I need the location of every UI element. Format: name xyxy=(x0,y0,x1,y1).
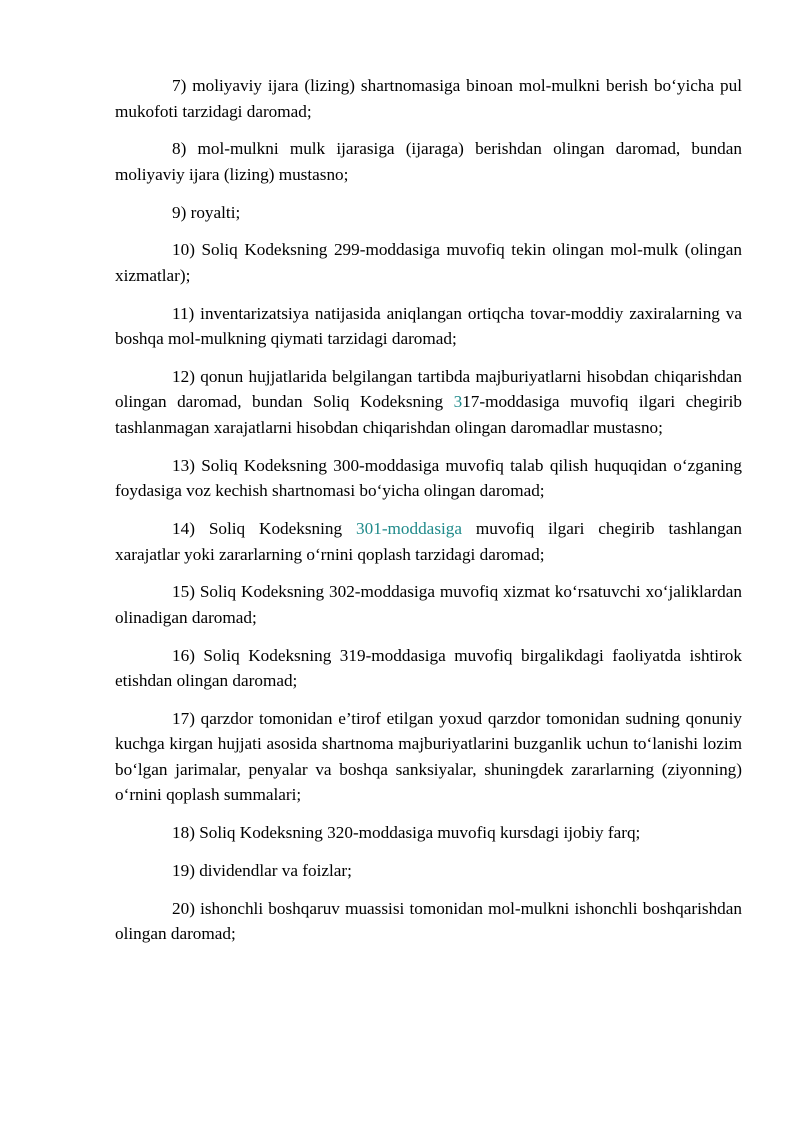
paragraph-text: muvofiq ilgari chegirib tashlangan xarajatlar yoki zararlarning o‘rnini qoplash tarzidagi daromad; xyxy=(115,519,743,564)
paragraph-item-9: 9) royalti; xyxy=(172,202,241,222)
paragraph-text: 12) qonun hujjatlarida belgilangan tartibda majburiyatlarni hisobdan chiqarishdan olingan daromad, bundan Soliq Kodeksning xyxy=(115,366,742,412)
paragraph-item-11: 11) inventarizatsiya natijasida aniqlangan ortiqcha tovar-moddiy zaxiralarning va boshqa mol-mulkning qiymati tarzidagi daromad; xyxy=(115,303,742,349)
article-link[interactable]: 3 xyxy=(453,392,463,412)
paragraph-item-18: 18) Soliq Kodeksning 320-moddasiga muvofiq kursdagi ijobiy farq; xyxy=(172,823,641,843)
paragraph-item-13: 13) Soliq Kodeksning 300-moddasiga muvofiq talab qilish huquqidan o‘zganing foydasiga voz kechish shartnomasi bo‘yicha olingan daromad; xyxy=(115,455,742,501)
document-body xyxy=(115,73,742,959)
paragraph-item-15: 15) Soliq Kodeksning 302-moddasiga muvofiq xizmat ko‘rsatuvchi xo‘jaliklardan olinadigan daromad; xyxy=(115,582,742,627)
paragraph-item-20: 20) ishonchli boshqaruv muassisi tomonidan mol-mulkni ishonchli boshqarishdan olingan daromad; xyxy=(115,898,742,944)
paragraph-item-10: 10) Soliq Kodeksning 299-moddasiga muvofiq tekin olingan mol-mulk (olingan xizmatlar); xyxy=(115,240,742,285)
paragraph-item-16: 16) Soliq Kodeksning 319-moddasiga muvofiq birgalikdagi faoliyatda ishtirok etishdan olingan daromad; xyxy=(115,645,742,691)
paragraph-item-17: 17) qarzdor tomonidan e’tirof etilgan yoxud qarzdor tomonidan sudning qonuniy kuchga kirgan hujjati asosida shartnoma majburiyatlarini buzganlik uchun to‘lanishi lozim bo‘lgan jarimalar, penyalar va boshqa sanksiyalar, shuningdek zararlarning (ziyonning) o‘rnini qoplash summalari; xyxy=(115,708,742,805)
paragraph-text: 14) Soliq Kodeksning xyxy=(172,519,357,539)
paragraph-item-12 xyxy=(115,364,742,441)
paragraph-item-8: 8) mol-mulkni mulk ijarasiga (ijaraga) berishdan olingan daromad, bundan moliyaviy ijara (lizing) mustasno; xyxy=(115,139,742,184)
article-301-link[interactable]: 301-moddasiga xyxy=(356,519,463,539)
paragraph-text: 17-moddasiga muvofiq ilgari chegirib tashlanmagan xarajatlarni hisobdan chiqarishdan olingan daromadlar mustasno; xyxy=(115,392,742,437)
paragraph-item-14 xyxy=(115,516,742,567)
paragraph-item-19: 19) dividendlar va foizlar; xyxy=(172,861,352,881)
paragraph-item-7: 7) moliyaviy ijara (lizing) shartnomasiga binoan mol-mulkni berish bo‘yicha pul mukofoti tarzidagi daromad; xyxy=(115,76,742,121)
